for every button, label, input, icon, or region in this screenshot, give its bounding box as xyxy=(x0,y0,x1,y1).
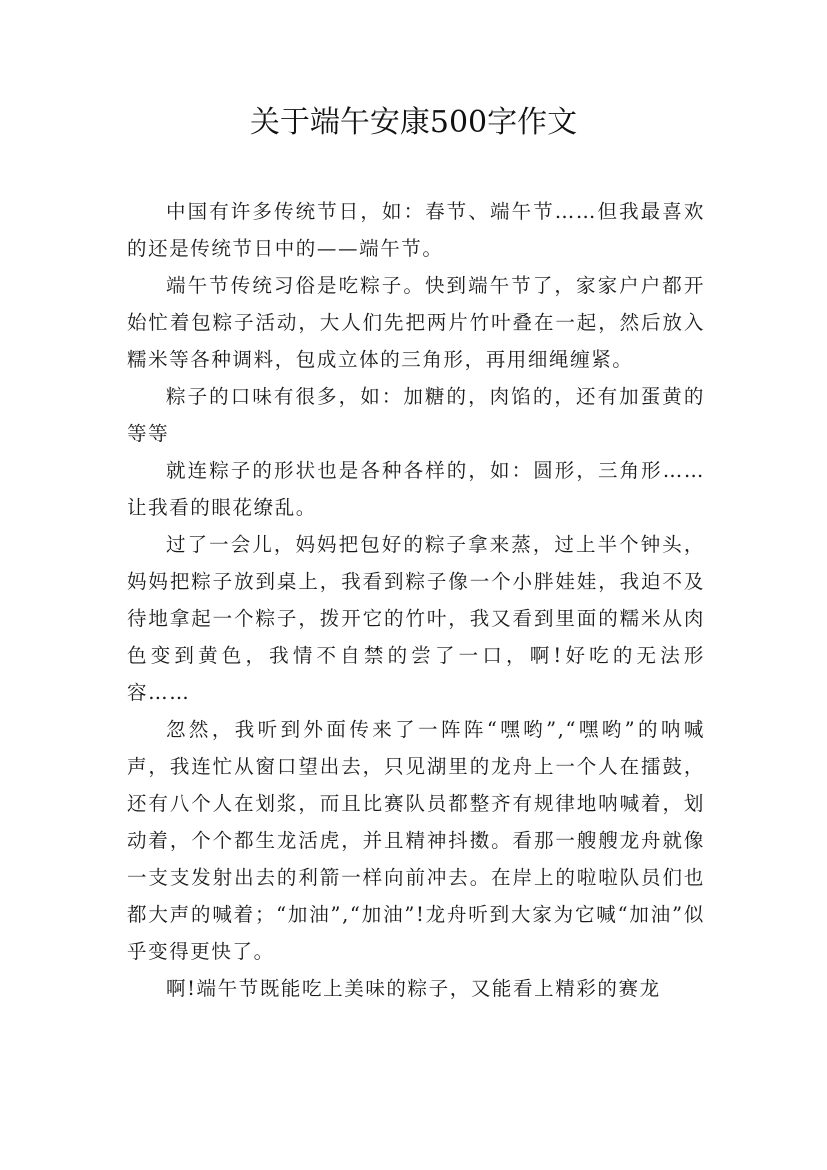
paragraph: 粽子的口味有很多，如：加糖的，肉馅的，还有加蛋黄的等等 xyxy=(127,385,705,445)
paragraph: 忽然，我听到外面传来了一阵阵“嘿哟”,“嘿哟”的呐喊声，我连忙从窗口望出去，只见湖里的龙舟上一个人在擂鼓，还有八个人在划浆，而且比赛队员都整齐有规律地呐喊着，划动着，个个都生龙活虎，并且精神抖擞。看那一艘艘龙舟就像一支支发射出去的利箭一样向前冲去。在岸上的啦啦队员们也都大声的喊着；“加油”,“加油”!龙舟听到大家为它喊“加油”似乎变得更快了。 xyxy=(127,718,705,963)
document-body xyxy=(127,193,705,1007)
document-title: 关于端午安康500字作文 xyxy=(249,105,578,140)
paragraph: 端午节传统习俗是吃粽子。快到端午节了，家家户户都开始忙着包粽子活动，大人们先把两片竹叶叠在一起，然后放入糯米等各种调料，包成立体的三角形，再用细绳缠紧。 xyxy=(127,274,705,371)
paragraph: 就连粽子的形状也是各种各样的，如：圆形，三角形……让我看的眼花缭乱。 xyxy=(127,459,705,519)
paragraph: 啊!端午节既能吃上美味的粽子，又能看上精彩的赛龙 xyxy=(166,977,661,1000)
paragraph: 过了一会儿，妈妈把包好的粽子拿来蒸，过上半个钟头，妈妈把粽子放到桌上，我看到粽子像一个小胖娃娃，我迫不及待地拿起一个粽子，拨开它的竹叶，我又看到里面的糯米从肉色变到黄色，我情不自禁的尝了一口，啊!好吃的无法形容…… xyxy=(127,533,705,704)
paragraph: 中国有许多传统节日，如：春节、端午节……但我最喜欢的还是传统节日中的——端午节。 xyxy=(127,200,705,260)
